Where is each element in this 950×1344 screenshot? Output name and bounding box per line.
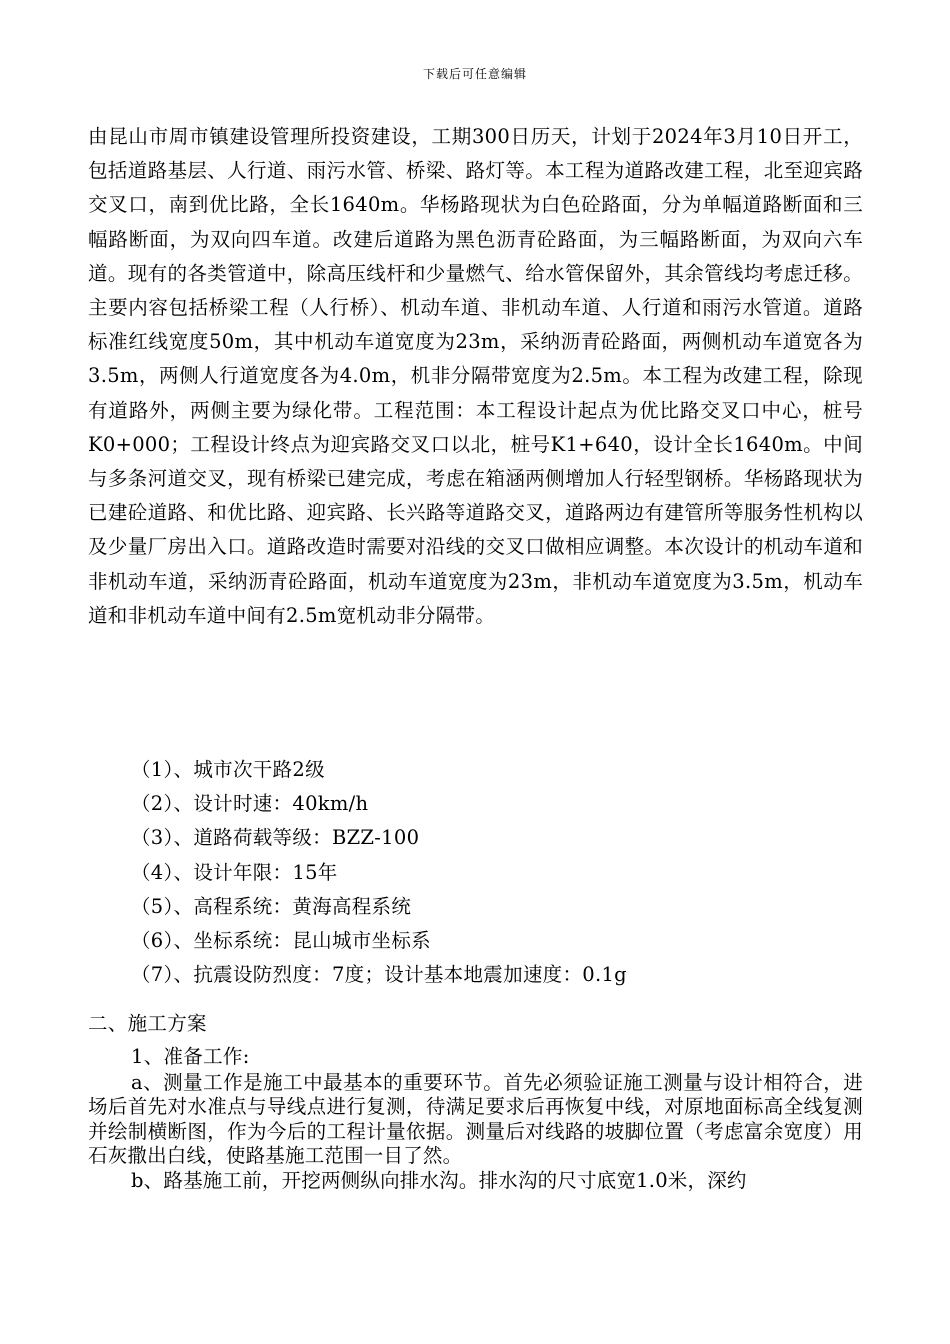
spec-item-elevation-system: （5）、高程系统：黄海高程系统	[131, 894, 412, 918]
spec-item-coordinate-system: （6）、坐标系统：昆山城市坐标系	[131, 929, 431, 953]
spec-item-design-speed: （2）、设计时速：40km/h	[131, 792, 369, 816]
spec-item-seismic: （7）、抗震设防烈度：7度；设计基本地震加速度：0.1g	[131, 963, 627, 987]
paragraph-drainage-ditch: b、路基施工前，开挖两侧纵向排水沟。排水沟的尺寸底宽1.0米，深约	[131, 1169, 747, 1192]
sub-heading-preparation: 1、准备工作:	[131, 1045, 250, 1068]
spec-item-road-class: （1）、城市次干路2级	[131, 758, 325, 781]
spec-item-load-grade: （3）、道路荷载等级：BZZ-100	[131, 826, 420, 850]
project-overview-paragraph: 由昆山市周市镇建设管理所投资建设，工期300日历天，计划于2024年3月10日开工，包括道路基层、人行道、雨污水管、桥梁、路灯等。本工程为道路改建工程，北至迎宾路交叉口，南到优比路，全长1640m。华杨路现状为白色砼路面，分为单幅道路断面和三幅路断面，为双向四车道。改建后道路为黑色沥青砼路面，为三幅路断面，为双向六车道。现有的各类管道中，除高压线杆和少量燃气、给水管保留外，其余管线均考虑迁移。主要内容包括桥梁工程（人行桥）、机动车道、非机动车道、人行道和雨污水管道。道路标准红线宽度50m，其中机动车道宽度为23m，采纳沥青砼路面，两侧机动车道宽各为3.5m，两侧人行道宽度各为4.0m，机非分隔带宽度为2.5m。本工程为改建工程，除现有道路外，两侧主要为绿化带。工程范围：本工程设计起点为优比路交叉口中心，桩号K0+000；工程设计终点为迎宾路交叉口以北，桩号K1+640，设计全长1640m。中间与多条河道交叉，现有桥梁已建完成，考虑在箱涵两侧增加人行轻型钢桥。华杨路现状为已建砼道路、和优比路、迎宾路、长兴路等道路交叉，道路两边有建管所等服务性机构以及少量厂房出入口。道路改造时需要对沿线的交叉口做相应调整。本次设计的机动车道和非机动车道，采纳沥青砼路面，机动车道宽度为23m，非机动车道宽度为3.5m，机动车道和非机动车道中间有2.5m宽机动非分隔带。	[88, 125, 863, 627]
section-heading-construction-plan: 二、施工方案	[88, 1012, 207, 1035]
spec-item-design-life: （4）、设计年限：15年	[131, 860, 338, 884]
page-header: 下载后可任意编辑	[422, 67, 527, 81]
design-spec-list	[88, 753, 863, 992]
paragraph-survey-work: a、测量工作是施工中最基本的重要环节。首先必须验证施工测量与设计相符合，进场后首先对水准点与导线点进行复测，待满足要求后再恢复中线，对原地面标高全线复测并绘制横断图，作为今后的工程计量依据。测量后对线路的坡脚位置（考虑富余宽度）用石灰撒出白线，使路基施工范围一目了然。	[88, 1071, 863, 1168]
